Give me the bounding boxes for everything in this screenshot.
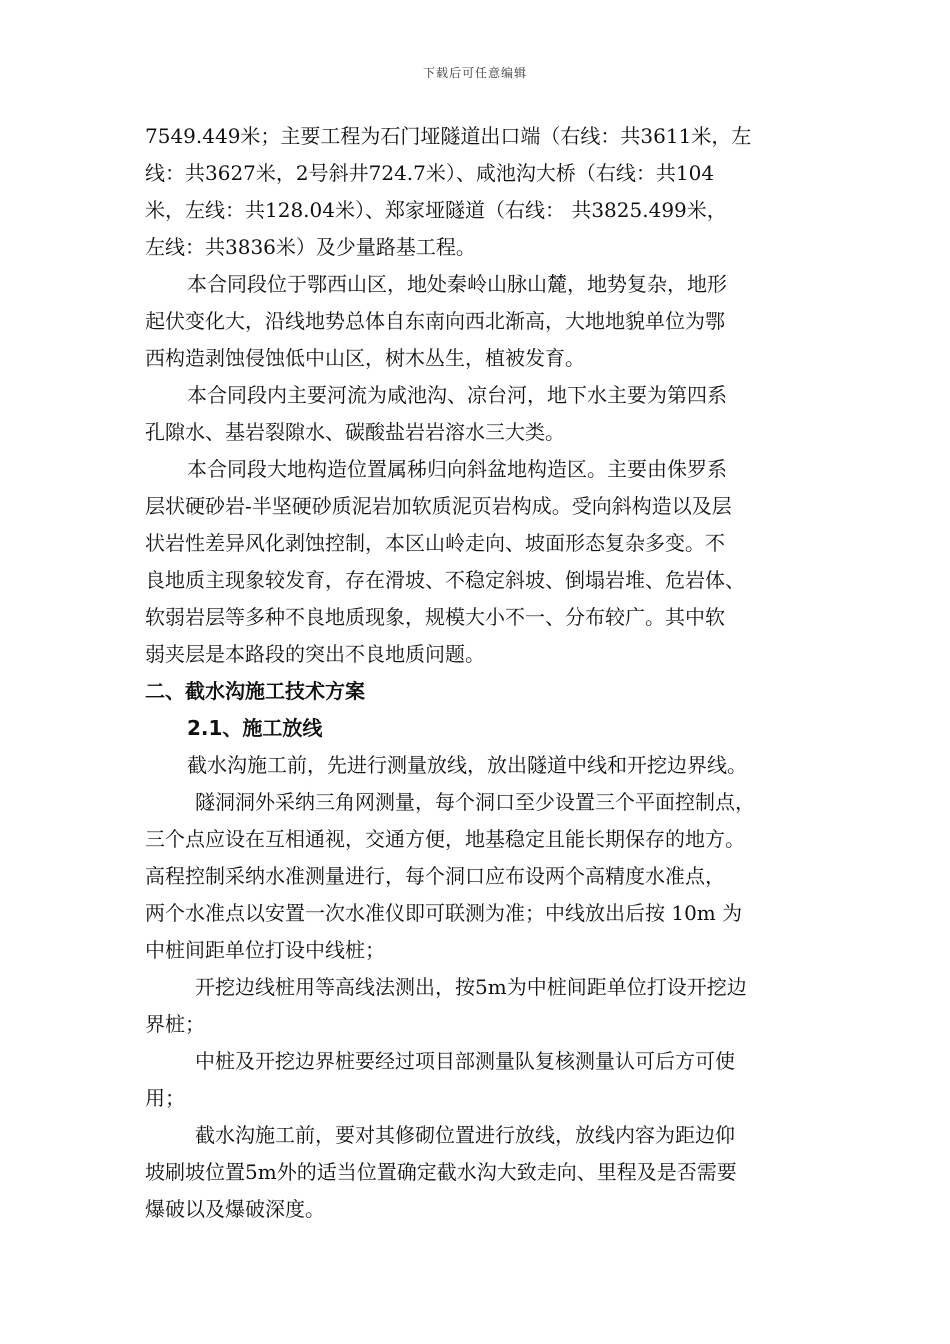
section-heading: 2.1、施工放线 bbox=[187, 716, 323, 740]
text-line: 本合同段内主要河流为咸池沟、凉台河，地下水主要为第四系 bbox=[187, 383, 727, 407]
text-line: 状岩性差异风化剥蚀控制，本区山岭走向、坡面形态复杂多变。不 bbox=[145, 531, 725, 555]
text-line: 弱夹层是本路段的突出不良地质问题。 bbox=[145, 642, 485, 666]
page-header: 下载后可任意编辑 bbox=[422, 66, 527, 80]
text-line: 西构造剥蚀侵蚀低中山区，树木丛生，植被发育。 bbox=[145, 346, 585, 370]
text-line: 截水沟施工前，要对其修砌位置进行放线，放线内容为距边仰 bbox=[195, 1123, 735, 1147]
text-line: 隧洞洞外采纳三角网测量，每个洞口至少设置三个平面控制点， bbox=[195, 790, 755, 814]
text-line: 7549.449米；主要工程为石门垭隧道出口端（右线：共3611米，左 bbox=[145, 124, 752, 148]
text-line: 左线：共3836米）及少量路基工程。 bbox=[145, 235, 476, 259]
text-line: 中桩间距单位打设中线桩； bbox=[145, 938, 385, 962]
text-line: 软弱岩层等多种不良地质现象，规模大小不一、分布较广。其中软 bbox=[145, 605, 725, 629]
text-line: 用； bbox=[145, 1086, 185, 1110]
section-heading: 二、截水沟施工技术方案 bbox=[145, 679, 365, 703]
text-line: 起伏变化大，沿线地势总体自东南向西北渐高，大地地貌单位为鄂 bbox=[145, 309, 725, 333]
text-line: 本合同段位于鄂西山区，地处秦岭山脉山麓，地势复杂，地形 bbox=[187, 272, 727, 296]
text-line: 中桩及开挖边界桩要经过项目部测量队复核测量认可后方可使 bbox=[195, 1049, 735, 1073]
text-line: 高程控制采纳水准测量进行，每个洞口应布设两个高精度水准点， bbox=[145, 864, 725, 888]
text-line: 两个水准点以安置一次水准仪即可联测为准；中线放出后按 10m 为 bbox=[145, 901, 743, 925]
text-line: 良地质主现象较发育，存在滑坡、不稳定斜坡、倒塌岩堆、危岩体、 bbox=[145, 568, 745, 592]
text-line: 坡刷坡位置5m外的适当位置确定截水沟大致走向、里程及是否需要 bbox=[145, 1160, 737, 1184]
text-line: 孔隙水、基岩裂隙水、碳酸盐岩岩溶水三大类。 bbox=[145, 420, 565, 444]
text-line: 线：共3627米，2号斜井724.7米）、咸池沟大桥（右线：共104 bbox=[145, 161, 715, 185]
text-line: 爆破以及爆破深度。 bbox=[145, 1197, 325, 1221]
text-line: 截水沟施工前，先进行测量放线，放出隧道中线和开挖边界线。 bbox=[187, 753, 747, 777]
text-line: 界桩； bbox=[145, 1012, 205, 1036]
text-line: 本合同段大地构造位置属秭归向斜盆地构造区。主要由侏罗系 bbox=[187, 457, 727, 481]
text-line: 开挖边线桩用等高线法测出，按5m为中桩间距单位打设开挖边 bbox=[195, 975, 747, 999]
text-line: 米，左线：共128.04米）、郑家垭隧道（右线： 共3825.499米， bbox=[145, 198, 727, 222]
text-line: 层状硬砂岩-半坚硬砂质泥岩加软质泥页岩构成。受向斜构造以及层 bbox=[145, 494, 732, 518]
text-line: 三个点应设在互相通视，交通方便，地基稳定且能长期保存的地方。 bbox=[145, 827, 745, 851]
document-body bbox=[145, 118, 815, 1228]
